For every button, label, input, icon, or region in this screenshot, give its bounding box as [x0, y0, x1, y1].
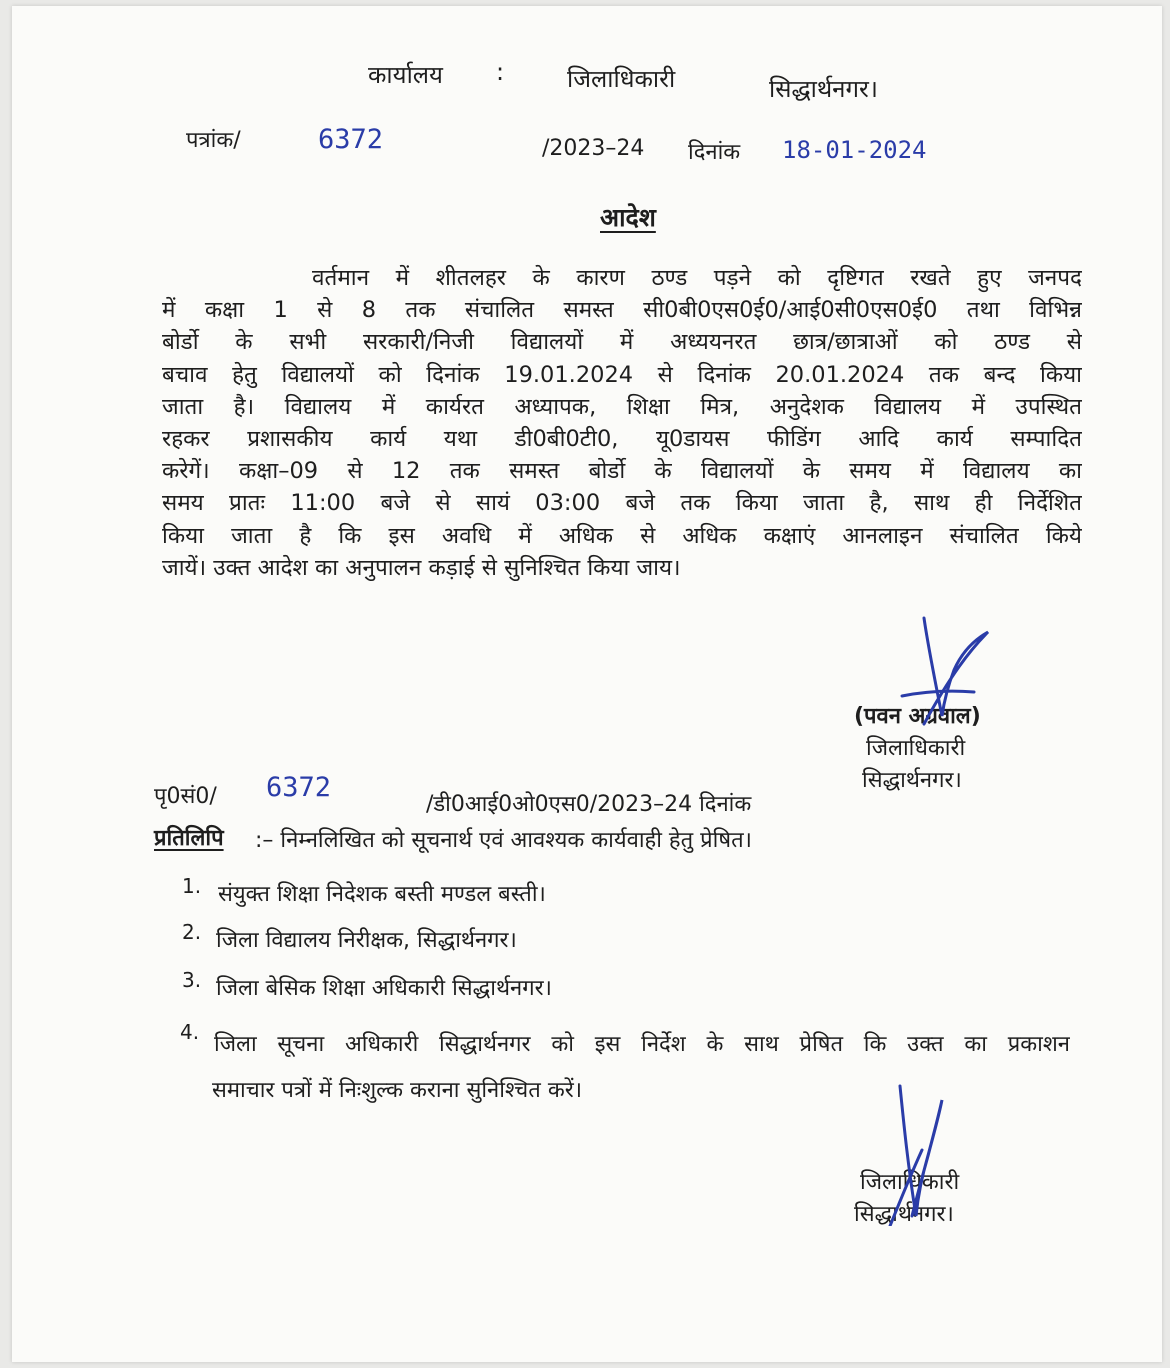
cc-item-text-continued: समाचार पत्रों में निःशुल्क कराना सुनिश्चित करें।	[212, 1078, 583, 1103]
cc-item-number: 1.	[182, 874, 202, 898]
order-line: बोर्डो के सभी सरकारी/निजी विद्यालयों में अध्ययनरत छात्र/छात्राओं को ठण्ड से	[162, 329, 1082, 356]
cc-item-text: जिला सूचना अधिकारी सिद्धार्थनगर को इस निर्देश के साथ प्रेषित कि उक्त का प्रकाशन	[214, 1032, 1070, 1057]
district-name: सिद्धार्थनगर।	[769, 75, 878, 103]
order-line: समय प्रातः 11:00 बजे से सायं 03:00 बजे तक किया जाता है, साथ ही निर्देशित	[162, 490, 1082, 517]
signatory-name: (पवन अग्रवाल)	[854, 704, 981, 729]
officer-title: जिलाधिकारी	[567, 65, 676, 93]
order-line: किया जाता है कि इस अवधि में अधिक से अधिक कक्षाएं आनलाइन संचालित किये	[162, 522, 1082, 549]
cc-item-text: संयुक्त शिक्षा निदेशक बस्ती मण्डल बस्ती।	[218, 882, 546, 907]
order-line: जाता है। विद्यालय में कार्यरत अध्यापक, शिक्षा मित्र, अनुदेशक विद्यालय में उपस्थित	[162, 393, 1082, 420]
order-line: जायें। उक्त आदेश का अनुपालन कड़ाई से सुनिश्चित किया जाय।	[162, 554, 681, 581]
order-line: वर्तमान में शीतलहर के कारण ठण्ड पड़ने को दृष्टिगत रखते हुए जनपद	[312, 265, 1082, 291]
signatory2-designation: जिलाधिकारी	[860, 1170, 960, 1195]
signatory2-district: सिद्धार्थनगर।	[854, 1202, 954, 1227]
reference-date: 18-01-2024	[782, 136, 927, 164]
copy-ref-number: 6372	[266, 772, 332, 803]
cc-item-text: जिला विद्यालय निरीक्षक, सिद्धार्थनगर।	[216, 928, 517, 953]
order-line: बचाव हेतु विद्यालयों को दिनांक 19.01.2024 से दिनांक 20.01.2024 तक बन्द किया	[162, 361, 1082, 388]
reference-number: 6372	[318, 124, 384, 155]
order-line: रहकर प्रशासकीय कार्य यथा डी0बी0टी0, यू0डायस फीडिंग आदि कार्य सम्पादित	[162, 425, 1082, 452]
cc-item-number: 2.	[182, 920, 202, 944]
reference-date-label: दिनांक	[688, 140, 741, 165]
office-label: कार्यालय	[368, 61, 443, 89]
cc-item-text: जिला बेसिक शिक्षा अधिकारी सिद्धार्थनगर।	[216, 976, 552, 1001]
signatory-designation: जिलाधिकारी	[866, 736, 966, 761]
order-title: आदेश	[600, 203, 656, 232]
header-colon: :	[496, 58, 505, 86]
copy-ref-series: /डी0आई0ओ0एस0/2023–24 दिनांक	[426, 792, 752, 817]
copy-ref-label: पृ0सं0/	[154, 784, 217, 809]
reference-series: /2023–24	[542, 136, 645, 161]
signatory-district: सिद्धार्थनगर।	[862, 768, 962, 793]
order-paragraph	[162, 262, 1082, 584]
order-line: में कक्षा 1 से 8 तक संचालित समस्त सी0बी0एस0ई0/आई0सी0एस0ई0 तथा विभिन्न	[162, 297, 1082, 324]
order-line: करेगें। कक्षा–09 से 12 तक समस्त बोर्डो के विद्यालयों के समय में विद्यालय का	[162, 458, 1082, 485]
document-page	[12, 6, 1162, 1362]
reference-label: पत्रांक/	[186, 128, 241, 153]
cc-intro: :– निम्नलिखित को सूचनार्थ एवं आवश्यक कार्यवाही हेतु प्रेषित।	[255, 828, 752, 853]
cc-item-number: 4.	[180, 1020, 200, 1044]
cc-item-number: 3.	[182, 968, 202, 992]
cc-label: प्रतिलिपि	[154, 826, 224, 851]
